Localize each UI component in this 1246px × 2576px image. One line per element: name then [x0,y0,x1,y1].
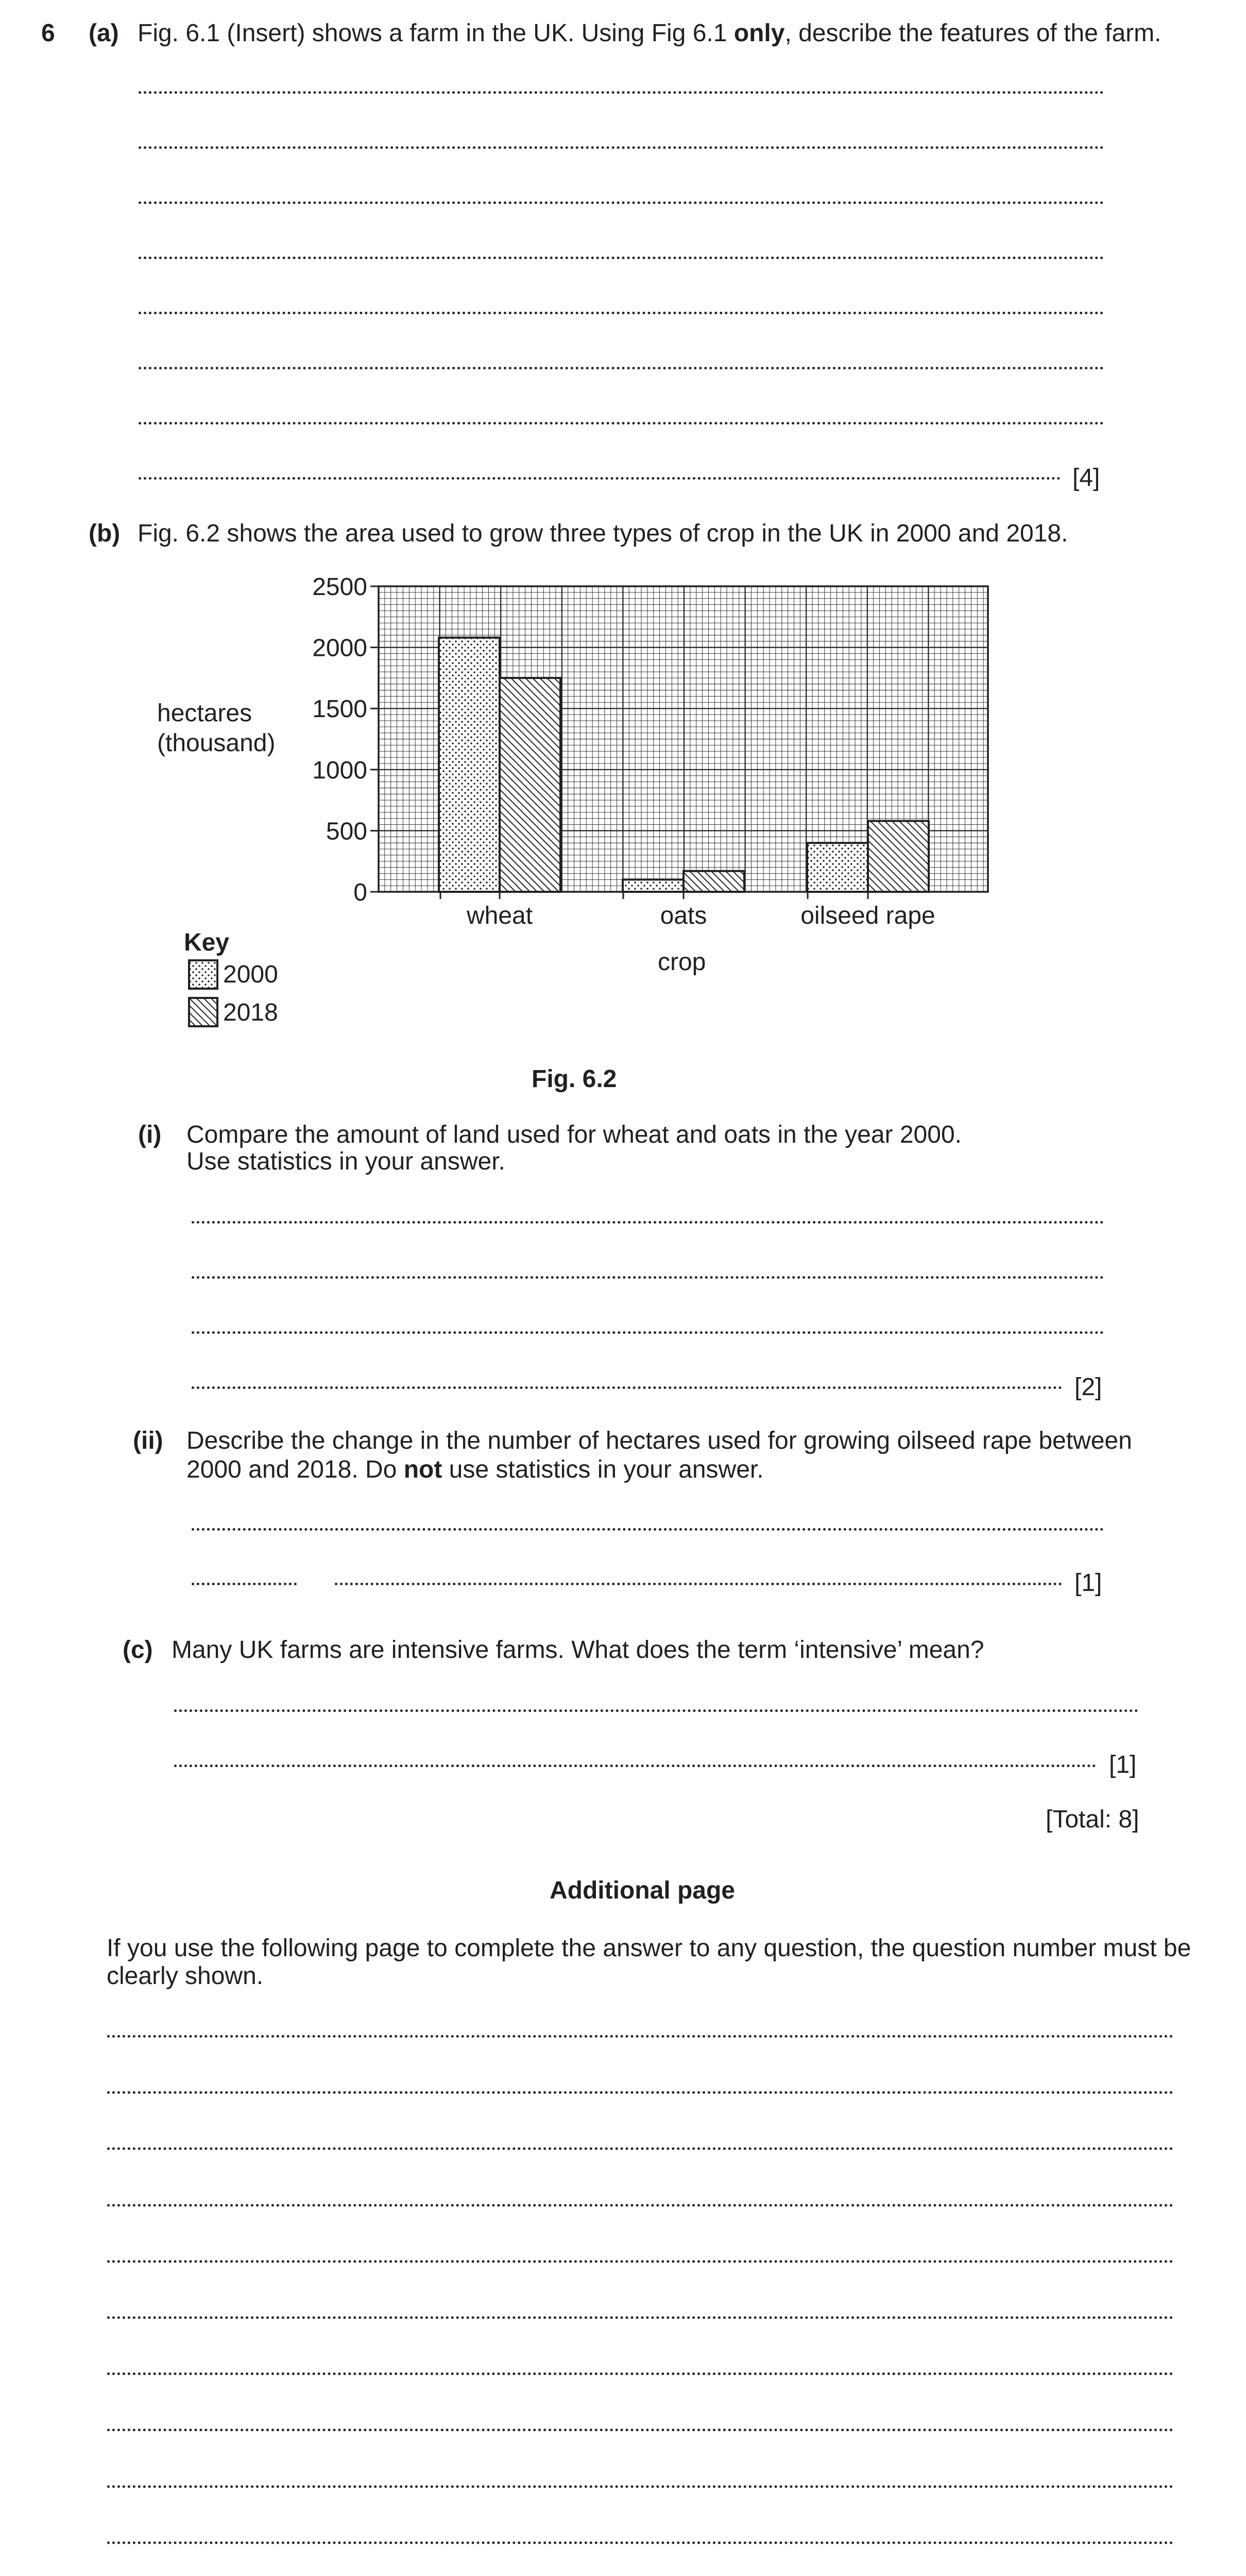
additional-page-title: Additional page [550,1877,735,1904]
answer-line-b-i-3[interactable] [192,1331,1104,1334]
answer-line-b-ii-1[interactable] [192,1528,1104,1531]
answer-line-a-2[interactable] [139,146,1104,149]
additional-answer-line-3[interactable] [107,2147,1173,2150]
additional-answer-line-7[interactable] [107,2372,1173,2375]
part-b-i-label: (i) [138,1121,162,1148]
answer-line-a-3[interactable] [139,201,1104,204]
chart-ylabel-line1: hectares [157,700,252,727]
legend-label-2018: 2018 [223,999,278,1026]
part-a-marks: [4] [1072,464,1100,492]
answer-line-b-ii-2b[interactable] [335,1583,1062,1585]
answer-line-c-2[interactable] [174,1765,1096,1767]
y-tick-label-0: 0 [353,879,367,906]
part-a-text-emphasis: only [733,20,785,47]
answer-line-a-4[interactable] [139,257,1104,259]
x-tick-label-wheat: wheat [466,902,533,929]
bar-oilseed-rape-2000 [807,843,868,892]
bar-oilseed-rape-2018 [868,821,929,892]
answer-line-a-5[interactable] [139,312,1104,314]
part-b-ii-line1: Describe the change in the number of hectares used for growing oilseed rape between [186,1427,1132,1454]
legend-swatch-2000 [189,960,217,989]
x-tick-label-oats: oats [660,902,707,929]
additional-answer-line-9[interactable] [107,2485,1173,2488]
part-b-ii-line2-start: 2000 and 2018. Do [186,1456,404,1483]
bar-wheat-2018 [500,678,560,892]
part-b-i-line1: Compare the amount of land used for wheat and oats in the year 2000. [186,1121,962,1148]
additional-answer-line-4[interactable] [107,2204,1173,2207]
legend-title: Key [184,929,230,956]
part-b-ii-label: (ii) [133,1427,163,1454]
part-a-text-end: , describe the features of the farm. [784,20,1162,47]
part-b-i-line2: Use statistics in your answer. [186,1148,505,1175]
chart-ylabel-line2: (thousand) [157,730,276,757]
y-tick-label-1000: 1000 [312,756,367,784]
y-tick-label-500: 500 [326,818,367,845]
answer-line-b-i-4[interactable] [192,1386,1062,1389]
part-b-i-marks: [2] [1074,1374,1102,1401]
bar-wheat-2000 [439,638,500,892]
part-b-ii-line2-end: use statistics in your answer. [442,1456,764,1483]
answer-line-a-1[interactable] [139,91,1104,94]
additional-answer-line-8[interactable] [107,2429,1173,2431]
y-tick-label-1500: 1500 [312,696,367,723]
question-total: [Total: 8] [1046,1806,1139,1833]
part-a-text [138,18,1161,49]
x-tick-label-oilseed-rape: oilseed rape [800,902,935,929]
bar-oats-2018 [684,871,744,892]
part-b-ii-line2 [186,1454,764,1485]
additional-answer-line-6[interactable] [107,2316,1173,2319]
part-c-text: Many UK farms are intensive farms. What does the term ‘intensive’ mean? [172,1636,984,1664]
answer-line-b-ii-2a[interactable] [192,1583,297,1585]
part-b-label: (b) [89,520,121,547]
part-b-ii-line2-emphasis: not [403,1456,442,1483]
additional-page-instruction-line1: If you use the following page to complete the answer to any question, the question number must be [107,1935,1191,1962]
legend-label-2000: 2000 [223,961,278,988]
additional-answer-line-1[interactable] [107,2035,1173,2038]
additional-answer-line-10[interactable] [107,2541,1173,2544]
question-number: 6 [41,20,55,47]
y-tick-label-2000: 2000 [312,634,367,662]
legend-swatch-2018 [189,998,217,1026]
figure-caption: Fig. 6.2 [532,1065,617,1093]
part-c-label: (c) [123,1636,153,1664]
answer-line-a-6[interactable] [139,367,1104,369]
answer-line-c-1[interactable] [174,1709,1138,1712]
crop-bar-chart [0,556,1246,1097]
part-b-text: Fig. 6.2 shows the area used to grow three types of crop in the UK in 2000 and 2018. [138,520,1068,547]
answer-line-a-8[interactable] [139,477,1061,480]
part-c-marks: [1] [1109,1751,1137,1778]
additional-page-instruction-line2: clearly shown. [107,1962,264,1990]
chart-xlabel: crop [658,948,706,976]
additional-answer-line-2[interactable] [107,2091,1173,2094]
part-a-label: (a) [89,20,119,47]
part-b-ii-marks: [1] [1074,1569,1102,1597]
answer-line-b-i-1[interactable] [192,1221,1104,1224]
bar-oats-2000 [623,879,684,892]
answer-line-b-i-2[interactable] [192,1276,1104,1279]
answer-line-a-7[interactable] [139,422,1104,425]
part-a-text-start: Fig. 6.1 (Insert) shows a farm in the UK. Using Fig 6.1 [138,20,734,47]
chart-legend [189,960,217,1026]
additional-answer-line-5[interactable] [107,2260,1173,2263]
y-tick-label-2500: 2500 [312,573,367,601]
